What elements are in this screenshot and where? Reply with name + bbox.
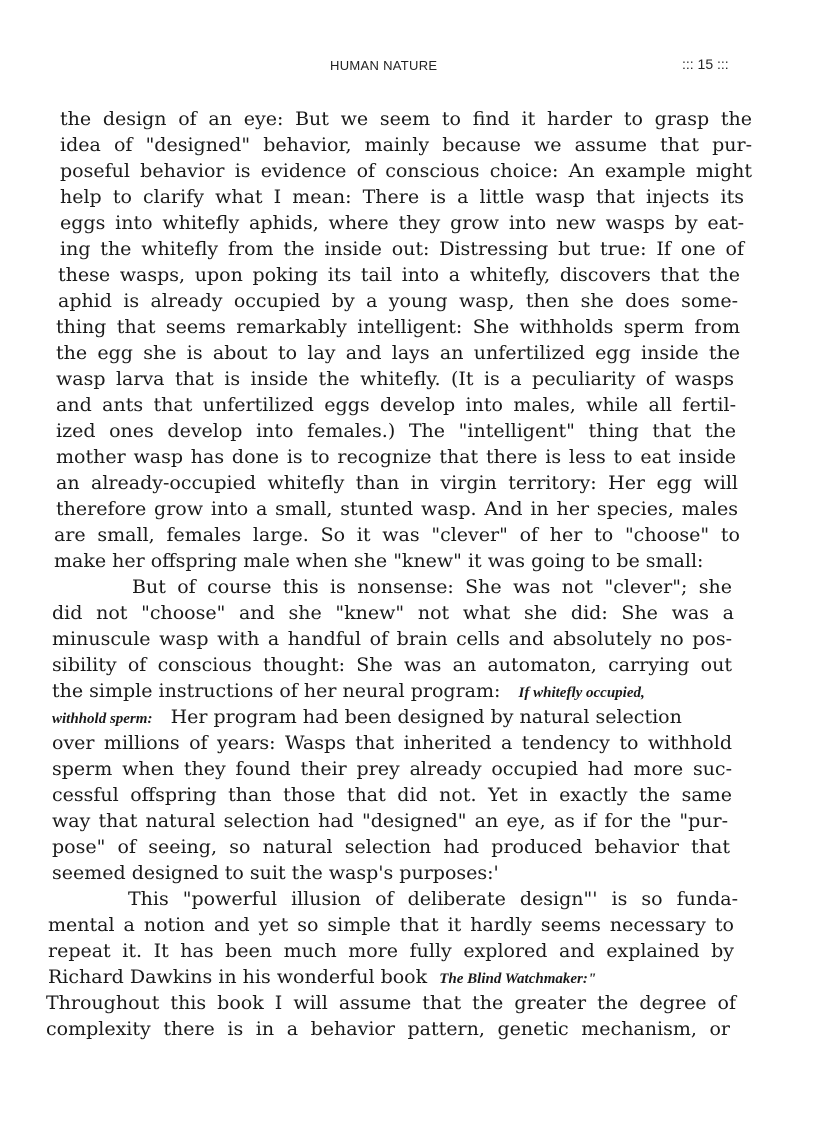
text-line: eggs into whitefly aphids, where they grow into new wasps by eat-	[60, 212, 744, 234]
program-instruction: If whitefly occupied,	[518, 685, 645, 701]
text-line: sperm when they found their prey already occupied had more suc-	[52, 758, 732, 780]
text-line: minuscule wasp with a handful of brain cells and absolutely no pos-	[52, 628, 732, 650]
text-line: the design of an eye: But we seem to find it harder to grasp the	[60, 108, 752, 130]
text-line: This "powerful illusion of deliberate design"' is so funda-	[128, 888, 738, 910]
text-line: mother wasp has done is to recognize that there is less to eat inside	[56, 446, 736, 468]
text-line: are small, females large. So it was "clever" of her to "choose" to	[54, 524, 740, 546]
text-segment: Her program had been designed by natural selection	[170, 706, 682, 728]
text-line: idea of "designed" behavior, mainly because we assume that pur-	[60, 134, 752, 156]
text-line: repeat it. It has been much more fully explored and explained by	[48, 940, 734, 962]
text-line: poseful behavior is evidence of conscious choice: An example might	[60, 160, 752, 182]
text-line: complexity there is in a behavior pattern, genetic mechanism, or	[46, 1018, 730, 1040]
program-instruction-cont: withhold sperm:	[52, 711, 153, 727]
text-line: sibility of conscious thought: She was an automaton, carrying out	[52, 654, 732, 676]
text-line: these wasps, upon poking its tail into a whitefly, discovers that the	[58, 264, 740, 286]
text-line: therefore grow into a small, stunted wasp. And in her species, males	[56, 498, 738, 520]
page-number: ::: 15 :::	[682, 56, 729, 72]
text-line: Throughout this book I will assume that the greater the degree of	[46, 992, 736, 1014]
text-segment: the simple instructions of her neural program:	[52, 680, 501, 702]
text-line	[52, 704, 752, 730]
text-line: mental a notion and yet so simple that it hardly seems necessary to	[48, 914, 734, 936]
page-header	[0, 56, 816, 76]
text-line: did not "choose" and she "knew" not what she did: She was a	[52, 602, 734, 624]
text-line: thing that seems remarkably intelligent: She withholds sperm from	[56, 316, 740, 338]
body-text	[46, 106, 752, 1042]
text-line: the egg she is about to lay and lays an unfertilized egg inside the	[56, 342, 740, 364]
text-line: help to clarify what I mean: There is a little wasp that injects its	[60, 186, 744, 208]
text-line: way that natural selection had "designed" an eye, as if for the "pur-	[52, 810, 728, 832]
text-line: ized ones develop into females.) The "intelligent" thing that the	[56, 420, 736, 442]
text-line: wasp larva that is inside the whitefly. (It is a peculiarity of wasps	[56, 368, 734, 390]
text-line: an already-occupied whitefly than in virgin territory: Her egg will	[56, 472, 738, 494]
book-title: The Blind Watchmaker:"	[439, 971, 597, 987]
text-segment: Richard Dawkins in his wonderful book	[48, 966, 428, 988]
text-line: But of course this is nonsense: She was not "clever"; she	[132, 576, 732, 598]
text-line: over millions of years: Wasps that inherited a tendency to withhold	[52, 732, 732, 754]
text-line: ing the whitefly from the inside out: Distressing but true: If one of	[60, 238, 744, 260]
text-line: seemed designed to suit the wasp's purposes:'	[52, 862, 499, 884]
text-line: cessful offspring than those that did not. Yet in exactly the same	[52, 784, 732, 806]
text-line	[48, 964, 752, 990]
text-line: and ants that unfertilized eggs develop into males, while all fertil-	[56, 394, 736, 416]
text-line: aphid is already occupied by a young wasp, then she does some-	[58, 290, 738, 312]
text-line	[52, 678, 752, 704]
text-line: make her offspring male when she "knew" it was going to be small:	[54, 550, 704, 572]
running-title: HUMAN NATURE	[330, 58, 438, 73]
text-line: pose" of seeing, so natural selection had produced behavior that	[52, 836, 730, 858]
